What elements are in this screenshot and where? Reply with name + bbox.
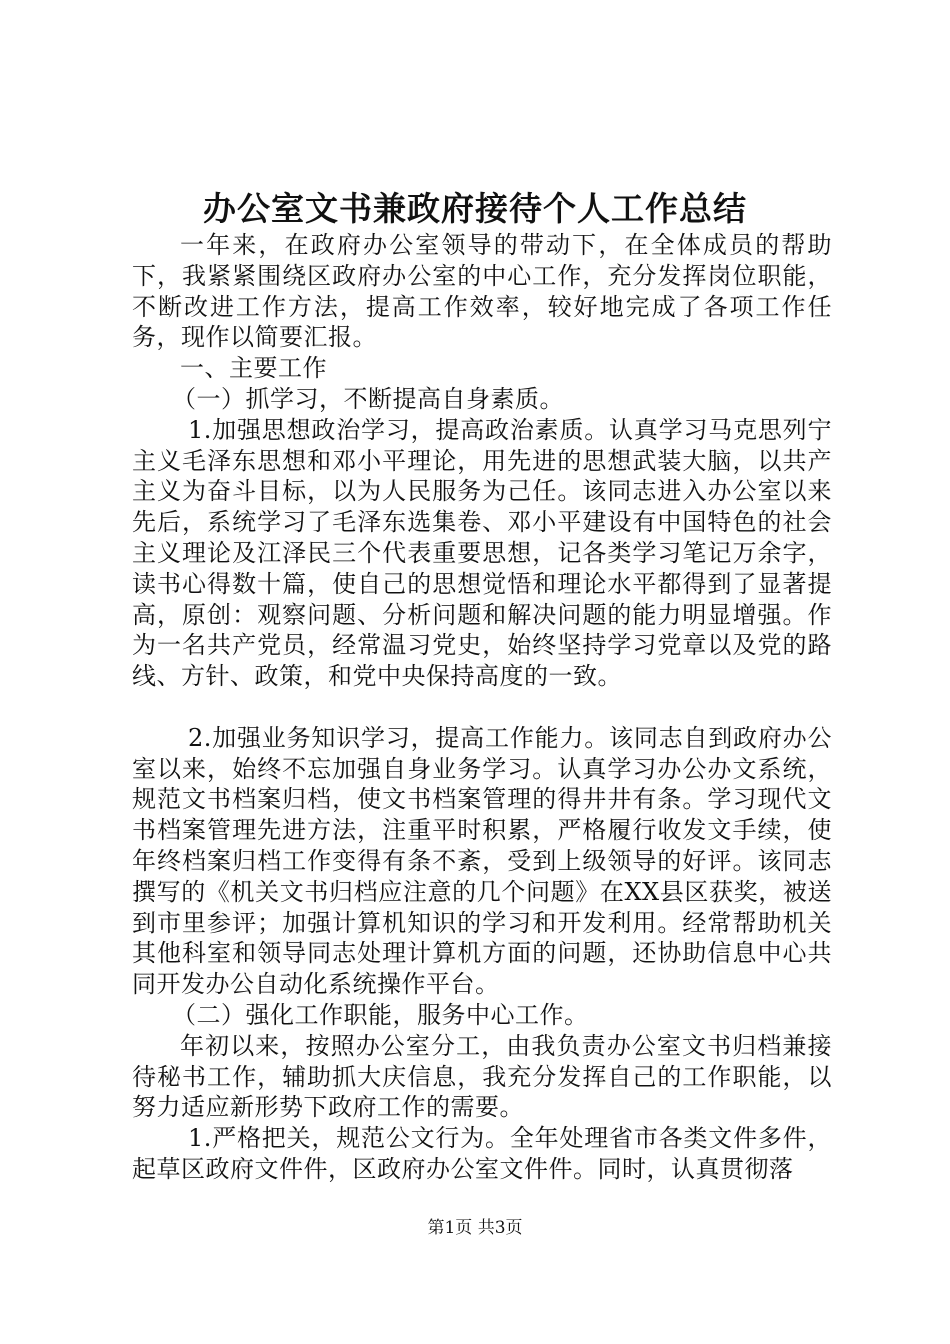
paragraph-document-control: 1.严格把关，规范公文行为。全年处理省市各类文件多件，起草区政府文件件，区政府办公室文件件。同时，认真贯彻落	[132, 1124, 832, 1183]
paragraph-political-study: 1.加强思想政治学习，提高政治素质。认真学习马克思列宁主义毛泽东思想和邓小平理论，用先进的思想武装大脑，以共产主义为奋斗目标，以为人民服务为己任。该同志进入办公室以来先后，系统学习了毛泽东选集卷、邓小平建设有中国特色的社会主义理论及江泽民三个代表重要思想，记各类学习笔记万余字，读书心得数十篇，使自己的思想觉悟和理论水平都得到了显著提高，原创：观察问题、分析问题和解决问题的能力明显增强。作为一名共产党员，经常温习党史，始终坚持学习党章以及党的路线、方针、政策，和党中央保持高度的一致。	[132, 415, 832, 691]
document-body	[132, 230, 832, 1185]
paragraph-duties: 年初以来，按照办公室分工，由我负责办公室文书归档兼接待秘书工作，辅助抓大庆信息，我充分发挥自己的工作职能，以努力适应新形势下政府工作的需要。	[132, 1031, 832, 1122]
page-number-footer: 第1页 共3页	[427, 1218, 523, 1238]
paragraph-business-study: 2.加强业务知识学习，提高工作能力。该同志自到政府办公室以来，始终不忘加强自身业务学习。认真学习办公办文系统，规范文书档案归档，使文书档案管理的得井井有条。学习现代文书档案管理先进方法，注重平时积累，严格履行收发文手续，使年终档案归档工作变得有条不紊，受到上级领导的好评。该同志撰写的《机关文书归档应注意的几个问题》在XX县区获奖，被送到市里参评；加强计算机知识的学习和开发利用。经常帮助机关其他科室和领导同志处理计算机方面的问题，还协助信息中心共同开发办公自动化系统操作平台。	[132, 723, 832, 999]
subsection-heading-functions: （二）强化工作职能，服务中心工作。	[172, 1000, 589, 1029]
paragraph-spacer	[132, 692, 832, 723]
subsection-heading-study: （一）抓学习，不断提高自身素质。	[172, 384, 564, 413]
section-heading-main-work: 一、主要工作	[180, 354, 327, 383]
intro-paragraph: 一年来，在政府办公室领导的带动下，在全体成员的帮助下，我紧紧围绕区政府办公室的中心工作，充分发挥岗位职能，不断改进工作方法，提高工作效率，较好地完成了各项工作任务，现作以简要汇报。	[132, 231, 832, 352]
document-title: 办公室文书兼政府接待个人工作总结	[203, 189, 747, 228]
